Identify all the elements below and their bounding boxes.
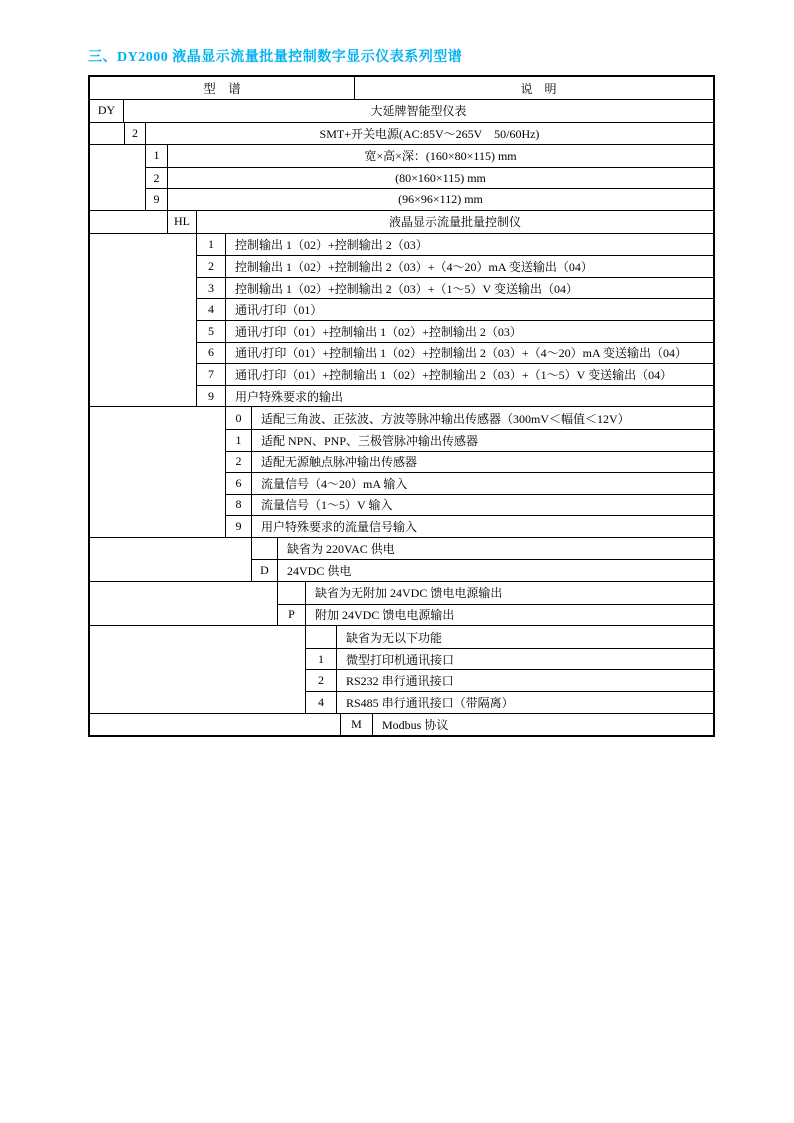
description-cell: 缺省为 220VAC 供电 <box>287 542 395 557</box>
code-cell: 1 <box>146 145 168 167</box>
code-cell <box>306 626 337 648</box>
group-rows <box>167 211 713 233</box>
table-row <box>146 188 713 210</box>
code-cell: 4 <box>306 692 337 713</box>
description-cell: 大延牌智能型仪表 <box>370 104 467 119</box>
table-row <box>168 211 713 233</box>
group-rows <box>251 538 713 581</box>
table-row <box>197 277 713 299</box>
code-cell: 6 <box>226 473 252 494</box>
group-rows <box>277 582 713 625</box>
group-rows <box>225 407 713 537</box>
spacer-cell <box>90 211 167 233</box>
table-header-row <box>90 77 713 99</box>
code-cell: 6 <box>197 343 226 364</box>
description-cell: 控制输出 1（02）+控制输出 2（03） <box>235 237 428 252</box>
group-protocol <box>90 713 713 736</box>
code-cell: M <box>341 714 373 736</box>
code-cell: 2 <box>306 670 337 691</box>
description-cell: 适配 NPN、PNP、三极管脉冲输出传感器 <box>261 433 479 448</box>
code-cell: DY <box>90 100 124 122</box>
table-row <box>197 234 713 256</box>
spacer-cell <box>90 145 145 210</box>
spacer-cell <box>90 123 124 145</box>
table-row <box>226 494 713 516</box>
code-cell: 2 <box>125 123 146 145</box>
description-cell: 适配无源触点脉冲输出传感器 <box>261 455 418 470</box>
spacer-cell <box>90 626 305 712</box>
group-rows <box>340 714 713 736</box>
group-comm-interface <box>90 625 713 712</box>
description-cell: 通讯/打印（01）+控制输出 1（02）+控制输出 2（03）+（4～20）mA 变送输出（04） <box>235 346 687 361</box>
description-cell: 宽×高×深：(160×80×115) mm <box>364 149 517 164</box>
code-cell: 7 <box>197 364 226 385</box>
code-cell: 1 <box>226 430 252 451</box>
group-case-size <box>90 144 713 210</box>
description-cell: 流量信号（1～5）V 输入 <box>261 498 393 513</box>
table-row <box>226 472 713 494</box>
table-row <box>197 385 713 407</box>
code-cell: 9 <box>226 516 252 537</box>
table-row <box>90 100 713 122</box>
group-instrument-type <box>90 210 713 233</box>
table-row <box>306 669 713 691</box>
table-row <box>197 255 713 277</box>
code-cell: 5 <box>197 321 226 342</box>
table-row <box>197 298 713 320</box>
table-row <box>125 123 713 145</box>
table-row <box>341 714 713 736</box>
description-cell: 通讯/打印（01）+控制输出 1（02）+控制输出 2（03）+（1～5）V 变送输出（04） <box>235 367 673 382</box>
group-rows <box>196 234 713 407</box>
group-rows <box>305 626 713 712</box>
group-brand <box>90 99 713 122</box>
code-cell: D <box>252 560 278 581</box>
description-cell: 缺省为无以下功能 <box>346 630 443 645</box>
code-cell: 9 <box>146 189 168 210</box>
spacer-cell <box>90 714 340 736</box>
description-cell: 通讯/打印（01） <box>235 303 323 318</box>
spacer-cell <box>90 538 251 581</box>
header-description: 说 明 <box>520 81 557 96</box>
table-row <box>252 559 713 581</box>
group-feed-power <box>90 581 713 625</box>
model-spectrum-table <box>88 75 715 737</box>
table-row <box>197 363 713 385</box>
description-cell: Modbus 协议 <box>382 717 449 732</box>
header-model-spectrum: 型 谱 <box>90 77 355 99</box>
description-cell: (96×96×112) mm <box>398 192 483 207</box>
code-cell: 8 <box>226 495 252 516</box>
table-row <box>226 407 713 429</box>
group-power-type <box>90 122 713 145</box>
group-output-option <box>90 233 713 407</box>
description-cell: 用户特殊要求的输出 <box>235 389 344 404</box>
description-cell: 缺省为无附加 24VDC 馈电电源输出 <box>315 586 503 601</box>
group-supply-voltage <box>90 537 713 581</box>
group-rows <box>90 100 713 122</box>
description-cell: 控制输出 1（02）+控制输出 2（03）+（4～20）mA 变送输出（04） <box>235 259 593 274</box>
description-cell: 24VDC 供电 <box>287 564 352 579</box>
code-cell: 9 <box>197 386 226 407</box>
table-body <box>90 99 713 735</box>
table-row <box>226 451 713 473</box>
group-sensor-input <box>90 406 713 537</box>
table-row <box>278 604 713 626</box>
table-row <box>146 167 713 189</box>
description-cell: 流量信号（4～20）mA 输入 <box>261 476 408 491</box>
table-row <box>197 320 713 342</box>
code-cell: 2 <box>146 168 168 189</box>
spacer-cell <box>90 582 277 625</box>
code-cell: 0 <box>226 407 252 429</box>
table-row <box>306 648 713 670</box>
page-title: 三、DY2000 液晶显示流量批量控制数字显示仪表系列型谱 <box>88 50 463 65</box>
code-cell: 4 <box>197 299 226 320</box>
description-cell: 微型打印机通讯接口 <box>346 652 455 667</box>
table-row <box>197 342 713 364</box>
spacer-cell <box>90 234 196 407</box>
code-cell: HL <box>168 211 197 233</box>
description-cell: SMT+开关电源(AC:85V～265V 50/60Hz) <box>319 126 540 141</box>
group-rows <box>145 145 713 210</box>
description-cell: 附加 24VDC 馈电电源输出 <box>315 608 455 623</box>
spacer-cell <box>90 407 225 537</box>
description-cell: (80×160×115) mm <box>395 170 486 185</box>
code-cell <box>278 582 306 604</box>
group-rows <box>124 123 713 145</box>
description-cell: 通讯/打印（01）+控制输出 1（02）+控制输出 2（03） <box>235 324 522 339</box>
description-cell: RS232 串行通讯接口 <box>346 674 454 689</box>
table-row <box>306 691 713 713</box>
description-cell: RS485 串行通讯接口（带隔离） <box>346 695 514 710</box>
description-cell: 控制输出 1（02）+控制输出 2（03）+（1～5）V 变送输出（04） <box>235 281 578 296</box>
table-row <box>306 626 713 648</box>
description-cell: 用户特殊要求的流量信号输入 <box>261 520 418 535</box>
description-cell: 适配三角波、正弦波、方波等脉冲输出传感器（300mV＜幅值＜12V） <box>261 411 630 426</box>
code-cell <box>252 538 278 560</box>
code-cell: 1 <box>306 649 337 670</box>
code-cell: 2 <box>226 452 252 473</box>
code-cell: 2 <box>197 256 226 277</box>
table-row <box>226 429 713 451</box>
table-row <box>252 538 713 560</box>
table-row <box>146 145 713 167</box>
table-row <box>226 515 713 537</box>
table-row <box>278 582 713 604</box>
code-cell: 3 <box>197 278 226 299</box>
code-cell: P <box>278 605 306 626</box>
code-cell: 1 <box>197 234 226 256</box>
description-cell: 液晶显示流量批量控制仪 <box>388 215 521 230</box>
